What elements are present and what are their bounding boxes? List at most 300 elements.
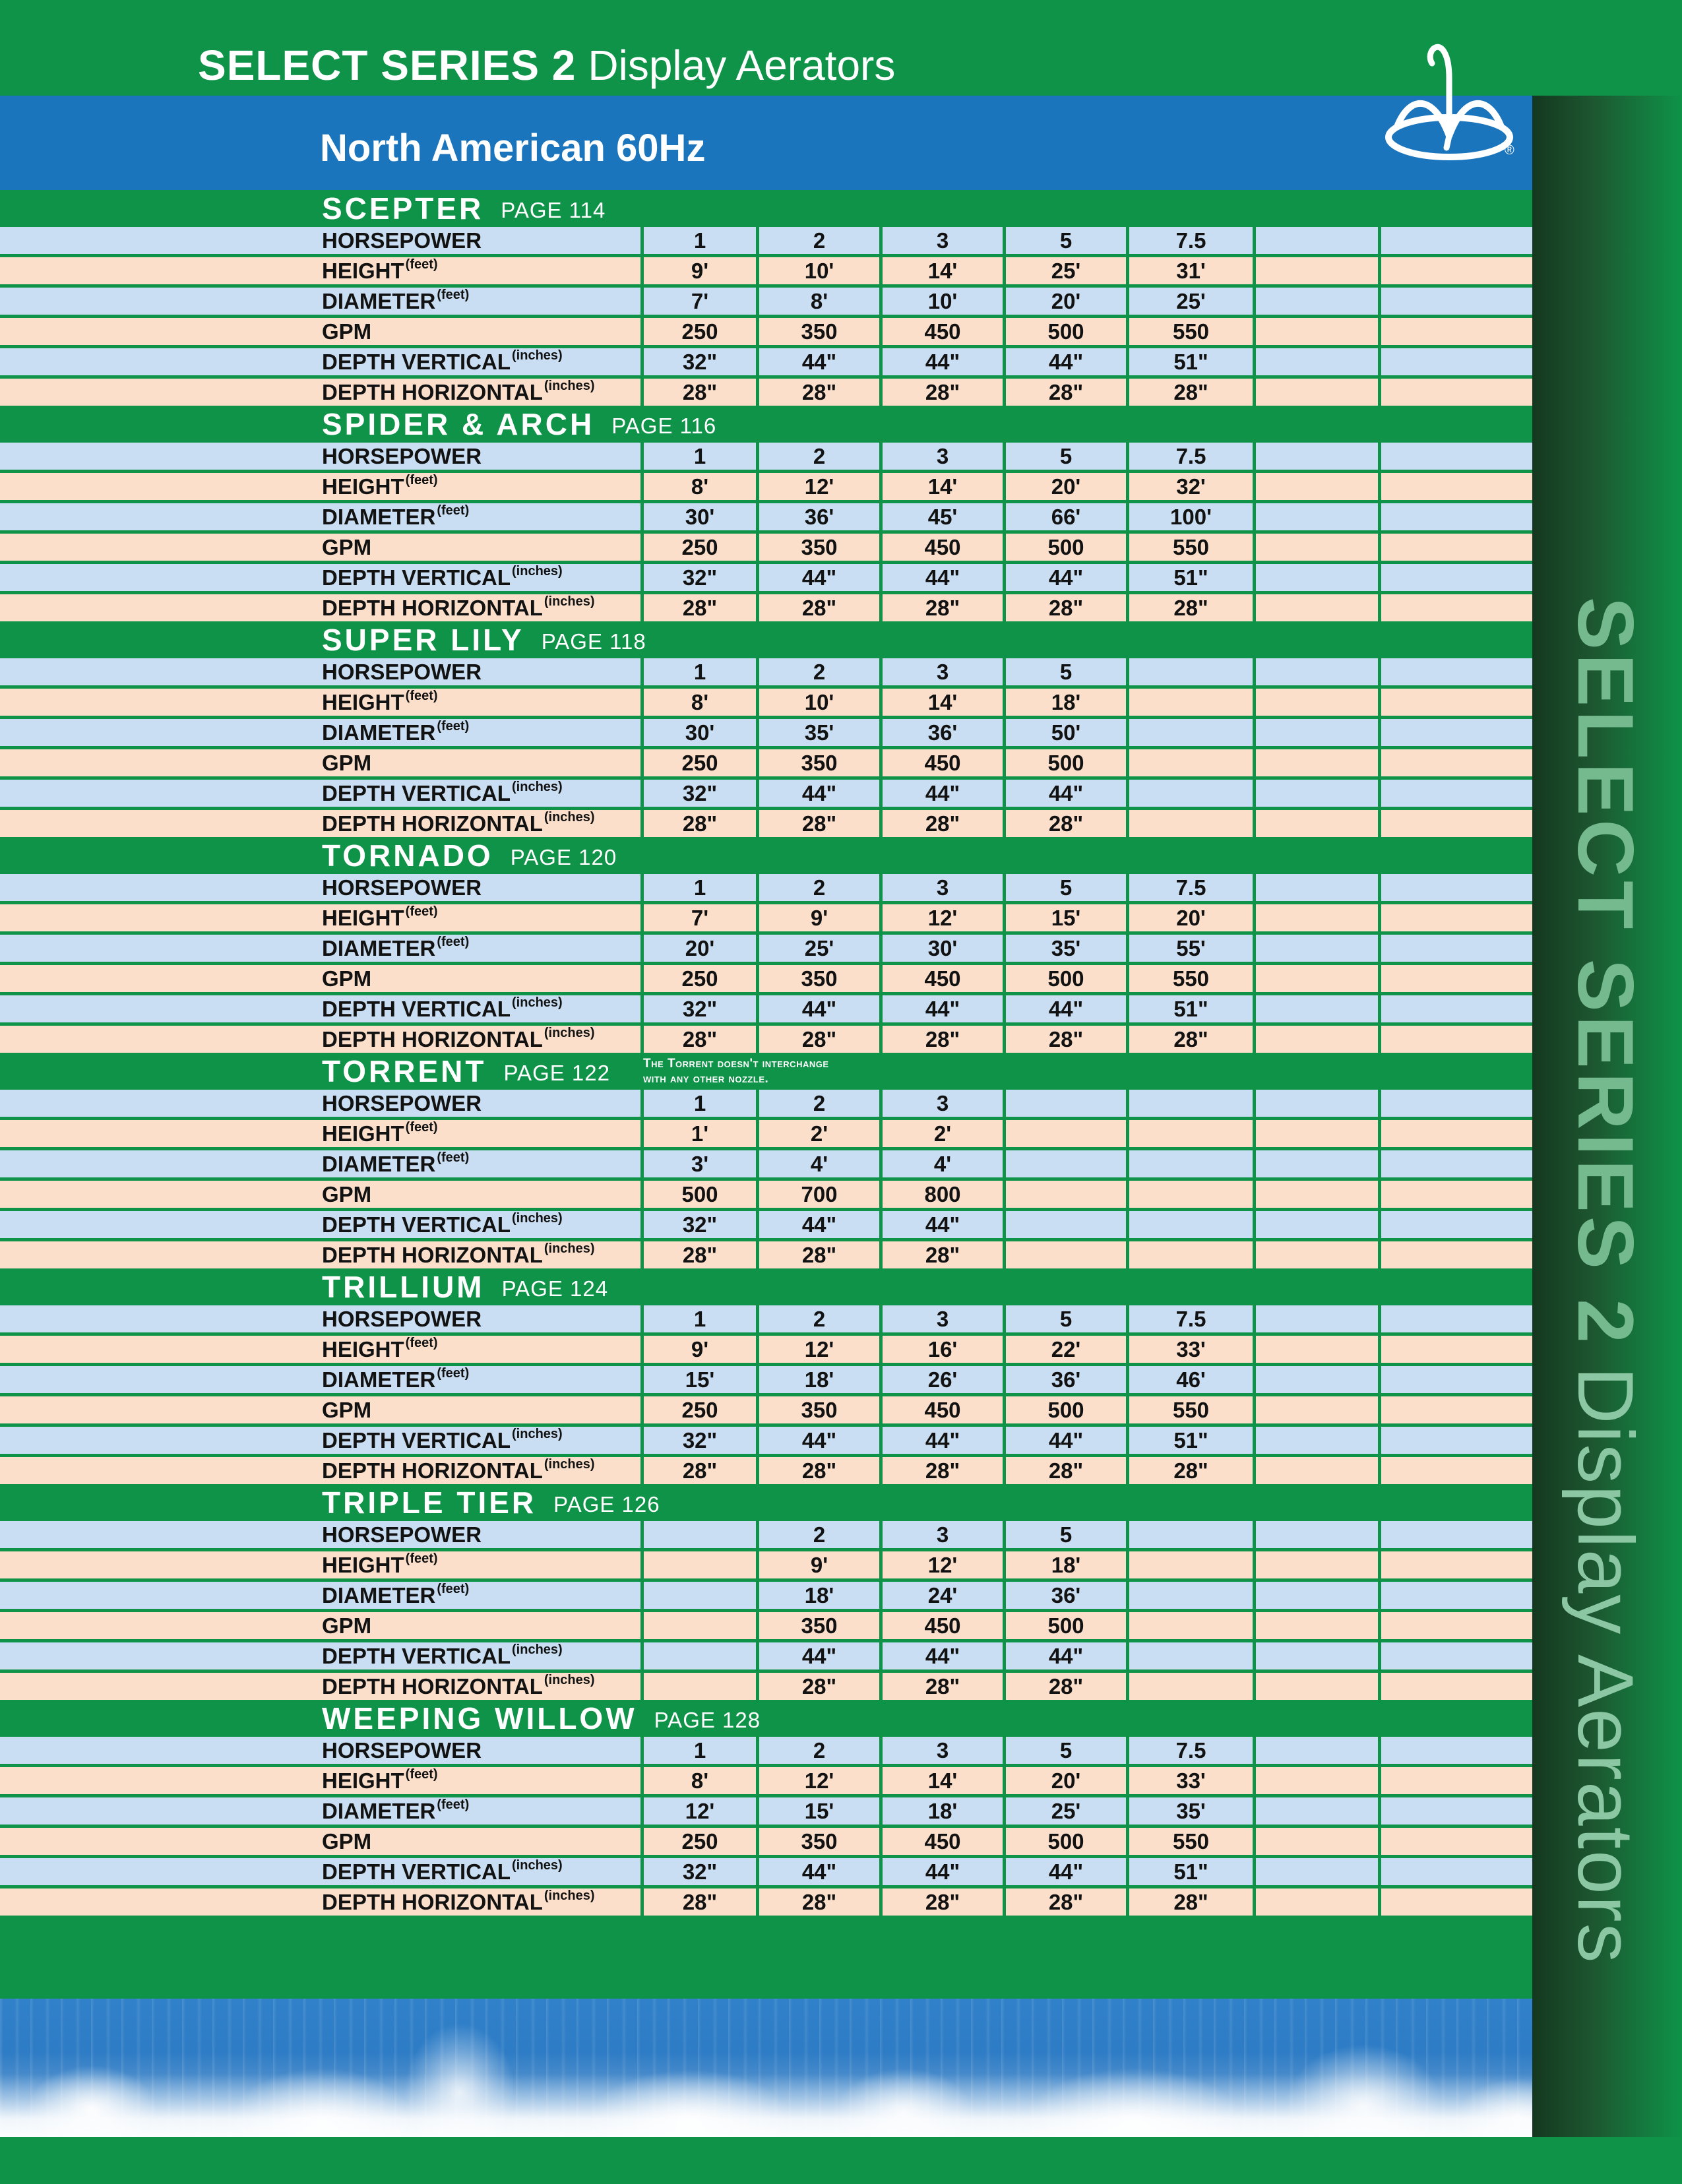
table-row-gpm <box>0 318 1532 345</box>
spec-cell <box>1253 1241 1378 1268</box>
row-label-text: DEPTH VERTICAL <box>322 349 511 374</box>
spec-cell: 8' <box>640 473 756 500</box>
spec-cell: 500 <box>640 1181 756 1208</box>
spec-cell: 25' <box>756 935 879 962</box>
spec-cell: 14' <box>879 473 1003 500</box>
table-row-depth-vertical <box>0 1427 1532 1454</box>
row-label-text: HEIGHT <box>322 474 404 499</box>
spec-cell <box>1003 1241 1126 1268</box>
spec-cell: 51" <box>1126 348 1253 375</box>
row-label-text: GPM <box>322 1181 372 1206</box>
spec-cell: 450 <box>879 1828 1003 1855</box>
spec-cell <box>1253 1582 1378 1609</box>
row-label-unit: (inches) <box>512 995 563 1010</box>
row-label-text: DEPTH HORIZONTAL <box>322 595 543 620</box>
row-label-unit: (inches) <box>544 594 595 609</box>
spec-cell: 550 <box>1126 534 1253 561</box>
spec-cell <box>1253 1090 1378 1117</box>
spec-cell <box>1378 749 1532 776</box>
spec-cell: 32" <box>640 1858 756 1885</box>
spec-cell: 45' <box>879 503 1003 530</box>
row-label-unit: (feet) <box>437 935 470 949</box>
row-label-text: HORSEPOWER <box>322 1090 482 1115</box>
spec-cell <box>1378 1427 1532 1454</box>
spec-cell: 44" <box>756 1642 879 1669</box>
spec-cell <box>1378 935 1532 962</box>
spec-cell: 3 <box>879 227 1003 254</box>
spec-cell: 500 <box>1003 1612 1126 1639</box>
spec-cell: 28" <box>1003 1888 1126 1916</box>
spec-cell: 450 <box>879 749 1003 776</box>
spec-cell: 28" <box>640 1241 756 1268</box>
row-label <box>0 594 640 621</box>
spec-cell: 3 <box>879 1737 1003 1764</box>
spec-cell: 32" <box>640 564 756 591</box>
spec-cell <box>1253 288 1378 315</box>
spec-cell: 350 <box>756 965 879 992</box>
spec-cell <box>1378 1858 1532 1885</box>
spec-cell: 28" <box>1126 1888 1253 1916</box>
row-label <box>0 257 640 284</box>
row-label-unit: (inches) <box>512 564 563 578</box>
spec-cell <box>1253 1858 1378 1885</box>
spec-cell: 350 <box>756 1396 879 1423</box>
spec-cell: 250 <box>640 1828 756 1855</box>
spec-cell: 14' <box>879 257 1003 284</box>
spec-cell: 12' <box>879 1551 1003 1578</box>
spec-cell: 3 <box>879 1090 1003 1117</box>
row-label-unit: (inches) <box>544 810 595 825</box>
spec-cell: 20' <box>1003 288 1126 315</box>
table-page-ref: PAGE 122 <box>503 1061 610 1085</box>
row-label-text: DEPTH HORIZONTAL <box>322 379 543 404</box>
spec-cell: 36' <box>1003 1366 1126 1393</box>
row-label-text: DEPTH HORIZONTAL <box>322 1889 543 1914</box>
spec-cell: 44" <box>879 1427 1003 1454</box>
spec-cell: 3' <box>640 1150 756 1177</box>
table-page-ref: PAGE 116 <box>611 414 717 438</box>
table-row-horsepower <box>0 1090 1532 1117</box>
spec-cell <box>1378 874 1532 901</box>
row-label <box>0 534 640 561</box>
spec-cell <box>1378 1888 1532 1916</box>
table-row-horsepower <box>0 1305 1532 1332</box>
spec-cell: 28" <box>879 1457 1003 1484</box>
spec-cell: 7.5 <box>1126 1737 1253 1764</box>
table-body-scepter <box>0 227 1532 406</box>
spec-cell: 20' <box>1126 904 1253 931</box>
table-page-ref: PAGE 120 <box>510 845 617 869</box>
spec-cell: 44" <box>1003 1858 1126 1885</box>
spec-cell: 15' <box>756 1797 879 1825</box>
spec-cell: 28" <box>879 1673 1003 1700</box>
row-label <box>0 1828 640 1855</box>
spec-cell: 28" <box>756 1026 879 1053</box>
table-page-ref: PAGE 126 <box>553 1492 660 1516</box>
spec-cell: 2 <box>756 1521 879 1548</box>
table-name: SUPER LILY <box>322 623 524 657</box>
spec-cell: 20' <box>1003 473 1126 500</box>
table-body-spider-arch <box>0 443 1532 621</box>
table-row-height <box>0 257 1532 284</box>
spec-tables <box>0 190 1532 1916</box>
table-note <box>643 1056 829 1086</box>
spec-cell <box>1378 1211 1532 1238</box>
sidebar-text-bold: SELECT SERIES 2 <box>1561 597 1650 1347</box>
row-label <box>0 288 640 315</box>
row-label <box>0 1336 640 1363</box>
spec-cell: 30' <box>879 935 1003 962</box>
spec-cell <box>1253 1427 1378 1454</box>
row-label-text: DEPTH VERTICAL <box>322 996 511 1021</box>
spec-cell: 18' <box>1003 1551 1126 1578</box>
table-body-triple-tier <box>0 1521 1532 1700</box>
spec-cell: 500 <box>1003 1396 1126 1423</box>
table-row-gpm <box>0 534 1532 561</box>
spec-cell <box>1253 904 1378 931</box>
table-note-line: The Torrent doesn't interchange <box>643 1057 829 1071</box>
spec-cell: 28" <box>879 1888 1003 1916</box>
spec-cell: 28" <box>756 379 879 406</box>
spec-cell <box>1126 810 1253 837</box>
table-header-weeping-willow <box>0 1700 1532 1737</box>
spec-cell: 25' <box>1126 288 1253 315</box>
row-label-text: DEPTH HORIZONTAL <box>322 1242 543 1267</box>
spec-cell <box>1378 257 1532 284</box>
spec-cell: 3 <box>879 443 1003 470</box>
table-row-diameter <box>0 935 1532 962</box>
spec-cell: 5 <box>1003 443 1126 470</box>
spec-cell: 550 <box>1126 1396 1253 1423</box>
row-label-unit: (feet) <box>437 503 470 518</box>
spec-cell: 500 <box>1003 534 1126 561</box>
spec-cell: 450 <box>879 1396 1003 1423</box>
spec-cell: 28" <box>640 1026 756 1053</box>
spec-cell: 24' <box>879 1582 1003 1609</box>
spec-cell <box>1378 503 1532 530</box>
spec-cell <box>1126 689 1253 716</box>
table-row-horsepower <box>0 1521 1532 1548</box>
spec-cell: 32' <box>1126 473 1253 500</box>
spec-cell <box>1253 564 1378 591</box>
spec-cell: 350 <box>756 1828 879 1855</box>
spec-cell <box>1253 1767 1378 1794</box>
row-label <box>0 1120 640 1147</box>
spec-cell <box>1253 1673 1378 1700</box>
table-row-diameter <box>0 1366 1532 1393</box>
spec-cell <box>1253 443 1378 470</box>
row-label <box>0 1211 640 1238</box>
spec-cell: 33' <box>1126 1336 1253 1363</box>
spec-cell: 250 <box>640 534 756 561</box>
row-label <box>0 1427 640 1454</box>
table-header-trillium <box>0 1268 1532 1305</box>
row-label-text: DEPTH HORIZONTAL <box>322 1458 543 1483</box>
table-name: TRIPLE TIER <box>322 1485 537 1520</box>
spec-cell: 8' <box>756 288 879 315</box>
table-body-super-lily <box>0 658 1532 837</box>
spec-cell: 350 <box>756 1612 879 1639</box>
spec-cell <box>1378 904 1532 931</box>
spec-table-weeping-willow <box>0 1700 1532 1916</box>
row-label <box>0 1767 640 1794</box>
spec-cell <box>1378 1026 1532 1053</box>
spec-cell: 28" <box>1126 594 1253 621</box>
table-row-depth-vertical <box>0 348 1532 375</box>
row-label-unit: (feet) <box>405 473 438 487</box>
row-label-text: GPM <box>322 319 372 344</box>
row-label-unit: (feet) <box>405 1767 438 1782</box>
spec-cell <box>1378 995 1532 1022</box>
table-row-height <box>0 1551 1532 1578</box>
table-row-horsepower <box>0 658 1532 685</box>
spec-cell: 15' <box>640 1366 756 1393</box>
spec-cell <box>1253 1366 1378 1393</box>
spec-cell <box>1378 689 1532 716</box>
spec-cell: 28" <box>756 1457 879 1484</box>
spec-cell <box>1253 1181 1378 1208</box>
row-label-text: DIAMETER <box>322 1367 436 1392</box>
spec-cell <box>1378 534 1532 561</box>
table-row-diameter <box>0 1797 1532 1825</box>
row-label <box>0 1366 640 1393</box>
spec-cell <box>1378 1457 1532 1484</box>
spec-cell <box>1253 1150 1378 1177</box>
spec-cell <box>1378 1336 1532 1363</box>
spec-cell: 30' <box>640 719 756 746</box>
row-label-unit: (inches) <box>512 1858 563 1873</box>
spec-cell <box>1253 1026 1378 1053</box>
spec-cell: 28" <box>756 1673 879 1700</box>
spec-cell: 5 <box>1003 1305 1126 1332</box>
spec-cell <box>1253 1336 1378 1363</box>
table-row-diameter <box>0 1150 1532 1177</box>
spec-cell: 46' <box>1126 1366 1253 1393</box>
spec-cell: 28" <box>1003 1457 1126 1484</box>
row-label-text: DEPTH VERTICAL <box>322 1427 511 1452</box>
bottom-green-band-lower <box>0 2137 1682 2184</box>
spec-cell <box>1253 1612 1378 1639</box>
spec-cell: 5 <box>1003 658 1126 685</box>
spec-cell <box>1378 318 1532 345</box>
row-label <box>0 1026 640 1053</box>
fountain-logo-icon <box>1375 32 1527 177</box>
spec-cell <box>1253 257 1378 284</box>
spec-cell: 36' <box>1003 1582 1126 1609</box>
spec-cell <box>1378 1396 1532 1423</box>
row-label <box>0 227 640 254</box>
table-body-trillium <box>0 1305 1532 1484</box>
row-label <box>0 810 640 837</box>
spec-cell: 350 <box>756 534 879 561</box>
spec-cell <box>1378 810 1532 837</box>
spec-cell: 250 <box>640 749 756 776</box>
spec-cell: 32" <box>640 1427 756 1454</box>
table-row-gpm <box>0 1396 1532 1423</box>
spec-cell: 7' <box>640 904 756 931</box>
row-label-text: DIAMETER <box>322 288 436 313</box>
spec-cell: 44" <box>1003 780 1126 807</box>
spec-cell: 10' <box>879 288 1003 315</box>
row-label-text: DEPTH HORIZONTAL <box>322 1026 543 1051</box>
table-header-triple-tier <box>0 1484 1532 1521</box>
row-label-unit: (inches) <box>512 1642 563 1657</box>
row-label <box>0 749 640 776</box>
row-label-unit: (feet) <box>405 257 438 272</box>
spec-cell <box>1253 810 1378 837</box>
table-row-depth-vertical <box>0 995 1532 1022</box>
spec-cell: 2 <box>756 227 879 254</box>
spec-cell: 44" <box>756 1211 879 1238</box>
table-header-tornado <box>0 837 1532 874</box>
spec-cell: 500 <box>1003 965 1126 992</box>
spec-cell: 44" <box>1003 348 1126 375</box>
row-label-text: DEPTH HORIZONTAL <box>322 811 543 836</box>
table-row-depth-vertical <box>0 1642 1532 1669</box>
row-label <box>0 1642 640 1669</box>
spec-cell: 550 <box>1126 318 1253 345</box>
table-body-tornado <box>0 874 1532 1053</box>
row-label <box>0 1521 640 1548</box>
spec-cell <box>1003 1150 1126 1177</box>
spec-cell: 10' <box>756 257 879 284</box>
spec-cell: 14' <box>879 689 1003 716</box>
spec-cell <box>1253 965 1378 992</box>
row-label-text: DIAMETER <box>322 1151 436 1176</box>
spec-cell: 32" <box>640 780 756 807</box>
table-row-diameter <box>0 288 1532 315</box>
spec-cell <box>1003 1211 1126 1238</box>
spec-cell <box>1253 749 1378 776</box>
row-label-text: HEIGHT <box>322 1552 404 1577</box>
table-header-super-lily <box>0 621 1532 658</box>
table-note-line: with any other nozzle. <box>643 1072 769 1086</box>
row-label <box>0 1090 640 1117</box>
spec-cell: 51" <box>1126 995 1253 1022</box>
spec-cell: 26' <box>879 1366 1003 1393</box>
spec-cell: 28" <box>640 1457 756 1484</box>
spec-cell <box>1126 658 1253 685</box>
spec-cell: 350 <box>756 749 879 776</box>
spec-cell: 32" <box>640 995 756 1022</box>
row-label-unit: (feet) <box>437 1582 470 1596</box>
spec-cell <box>1253 658 1378 685</box>
row-label-unit: (feet) <box>405 689 438 703</box>
spec-table-super-lily <box>0 621 1532 837</box>
row-label-unit: (inches) <box>544 379 595 393</box>
spec-cell <box>640 1612 756 1639</box>
spec-cell <box>1378 1797 1532 1825</box>
spec-cell <box>1253 594 1378 621</box>
spec-cell: 1 <box>640 1090 756 1117</box>
spec-cell: 36' <box>879 719 1003 746</box>
spec-cell: 28" <box>1003 594 1126 621</box>
row-label-text: DEPTH VERTICAL <box>322 780 511 805</box>
spec-cell <box>1253 780 1378 807</box>
spec-cell: 8' <box>640 1767 756 1794</box>
spec-cell: 2 <box>756 1305 879 1332</box>
spec-cell: 18' <box>756 1366 879 1393</box>
spec-cell <box>1253 1305 1378 1332</box>
row-label-text: DEPTH VERTICAL <box>322 565 511 590</box>
spec-cell <box>1378 658 1532 685</box>
table-name: TORNADO <box>322 838 493 873</box>
row-label <box>0 1673 640 1700</box>
spec-cell <box>1253 874 1378 901</box>
row-label-text: HEIGHT <box>322 1768 404 1793</box>
spec-cell <box>1253 935 1378 962</box>
table-row-horsepower <box>0 443 1532 470</box>
row-label <box>0 874 640 901</box>
row-label-unit: (inches) <box>544 1457 595 1472</box>
table-row-depth-horizontal <box>0 1888 1532 1916</box>
spec-cell: 10' <box>756 689 879 716</box>
table-row-depth-horizontal <box>0 594 1532 621</box>
table-row-horsepower <box>0 1737 1532 1764</box>
spec-cell: 15' <box>1003 904 1126 931</box>
table-row-horsepower <box>0 874 1532 901</box>
row-label-unit: (inches) <box>512 1211 563 1226</box>
table-header-scepter <box>0 190 1532 227</box>
spec-cell: 28" <box>1126 1457 1253 1484</box>
spec-cell <box>1253 1642 1378 1669</box>
table-row-depth-vertical <box>0 564 1532 591</box>
row-label-text: DIAMETER <box>322 720 436 745</box>
spec-cell: 44" <box>879 1858 1003 1885</box>
row-label <box>0 1150 640 1177</box>
spec-table-torrent <box>0 1053 1532 1268</box>
row-label-unit: (feet) <box>405 904 438 919</box>
spec-cell: 44" <box>879 1211 1003 1238</box>
spec-cell <box>1253 1521 1378 1548</box>
spec-cell: 44" <box>756 780 879 807</box>
row-label <box>0 1551 640 1578</box>
spec-cell: 250 <box>640 1396 756 1423</box>
spec-cell <box>1253 503 1378 530</box>
spec-cell <box>1378 1090 1532 1117</box>
spec-cell: 44" <box>756 1427 879 1454</box>
spec-cell: 12' <box>640 1797 756 1825</box>
spec-cell: 500 <box>1003 1828 1126 1855</box>
spec-cell <box>1253 379 1378 406</box>
spec-cell <box>1253 1396 1378 1423</box>
row-label <box>0 1305 640 1332</box>
spec-cell <box>1378 379 1532 406</box>
spec-cell <box>640 1642 756 1669</box>
row-label-text: GPM <box>322 750 372 775</box>
spec-cell: 5 <box>1003 874 1126 901</box>
table-header-torrent <box>0 1053 1532 1090</box>
spec-cell: 9' <box>756 1551 879 1578</box>
row-label <box>0 1582 640 1609</box>
row-label-text: HORSEPOWER <box>322 1306 482 1331</box>
spec-cell: 2 <box>756 1737 879 1764</box>
water-spray-photo <box>0 1999 1532 2137</box>
row-label <box>0 719 640 746</box>
spec-cell: 450 <box>879 965 1003 992</box>
row-label-text: HORSEPOWER <box>322 1737 482 1763</box>
spec-cell: 9' <box>756 904 879 931</box>
spec-cell: 1 <box>640 443 756 470</box>
table-row-height <box>0 1120 1532 1147</box>
row-label-text: HORSEPOWER <box>322 443 482 468</box>
spec-cell: 450 <box>879 534 1003 561</box>
spec-cell: 14' <box>879 1767 1003 1794</box>
row-label <box>0 1612 640 1639</box>
row-label <box>0 935 640 962</box>
spec-cell: 250 <box>640 318 756 345</box>
row-label-unit: (feet) <box>405 1120 438 1135</box>
